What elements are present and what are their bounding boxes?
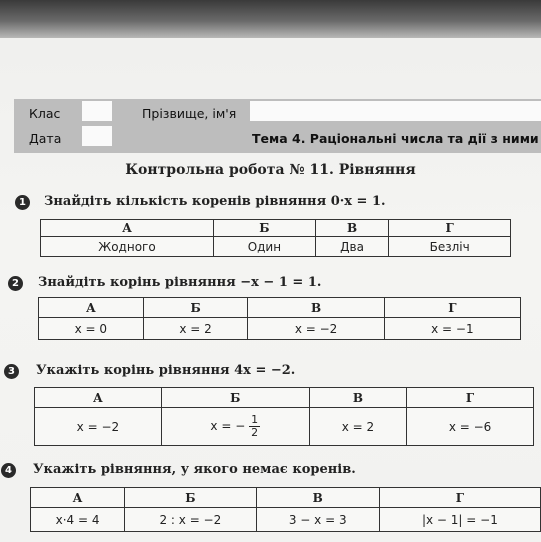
question-number: 1: [15, 195, 30, 210]
option-letter: Г: [384, 298, 520, 318]
date-field[interactable]: [82, 126, 112, 146]
option-letter: А: [31, 488, 125, 508]
question-text: Укажіть рівняння, у якого немає коренів.: [33, 462, 356, 477]
answer-option[interactable]: Два: [315, 237, 388, 257]
question-text: Знайдіть корінь рівняння −x − 1 = 1.: [38, 275, 322, 290]
option-letter: В: [248, 298, 384, 318]
surname-field[interactable]: [250, 101, 541, 121]
question-number: 4: [1, 463, 16, 478]
answer-option[interactable]: x = −2: [35, 408, 162, 446]
question-number: 2: [8, 276, 23, 291]
surname-label: Прізвище, ім'я: [142, 106, 237, 121]
class-field[interactable]: [82, 101, 112, 121]
answer-option[interactable]: 3 − x = 3: [256, 508, 379, 532]
option-letter: Б: [125, 488, 257, 508]
option-prefix: x = −: [210, 419, 246, 433]
option-letter: А: [41, 220, 214, 237]
question-text: Знайдіть кількість коренів рівняння 0·x = 1.: [44, 194, 386, 209]
option-letter: В: [315, 220, 388, 237]
option-letter: Г: [389, 220, 511, 237]
option-letter: В: [309, 388, 406, 408]
answer-option[interactable]: x = 0: [39, 318, 144, 340]
fraction-denominator: 2: [251, 426, 259, 439]
answer-option[interactable]: x = 2: [143, 318, 248, 340]
answer-option[interactable]: |x − 1| = −1: [379, 508, 540, 532]
option-letter: Б: [161, 388, 309, 408]
answer-option[interactable]: x = −1: [384, 318, 520, 340]
option-letter: В: [256, 488, 379, 508]
answer-table: [34, 387, 534, 446]
answer-option[interactable]: x = −2: [248, 318, 384, 340]
page-title: Контрольна робота № 11. Рівняння: [125, 162, 416, 178]
answer-option[interactable]: x·4 = 4: [31, 508, 125, 532]
class-label: Клас: [29, 106, 61, 121]
answer-option[interactable]: Один: [213, 237, 315, 257]
option-letter: Г: [379, 488, 540, 508]
fraction-numerator: 1: [251, 413, 259, 426]
option-letter: Б: [213, 220, 315, 237]
answer-option[interactable]: Безліч: [389, 237, 511, 257]
topic-label: Тема 4. Раціональні числа та дії з ними: [252, 131, 539, 146]
answer-option[interactable]: x = −6: [407, 408, 534, 446]
option-letter: Б: [143, 298, 248, 318]
fraction: [249, 414, 260, 439]
answer-table: [38, 297, 521, 340]
answer-option[interactable]: [161, 408, 309, 446]
answer-option[interactable]: x = 2: [309, 408, 406, 446]
answer-option[interactable]: Жодного: [41, 237, 214, 257]
question-number: 3: [4, 364, 19, 379]
option-letter: А: [39, 298, 144, 318]
answer-table: [40, 219, 511, 257]
answer-table: [30, 487, 541, 532]
option-letter: Г: [407, 388, 534, 408]
date-label: Дата: [29, 131, 62, 146]
answer-option[interactable]: 2 : x = −2: [125, 508, 257, 532]
question-text: Укажіть корінь рівняння 4x = −2.: [36, 363, 296, 378]
option-letter: А: [35, 388, 162, 408]
